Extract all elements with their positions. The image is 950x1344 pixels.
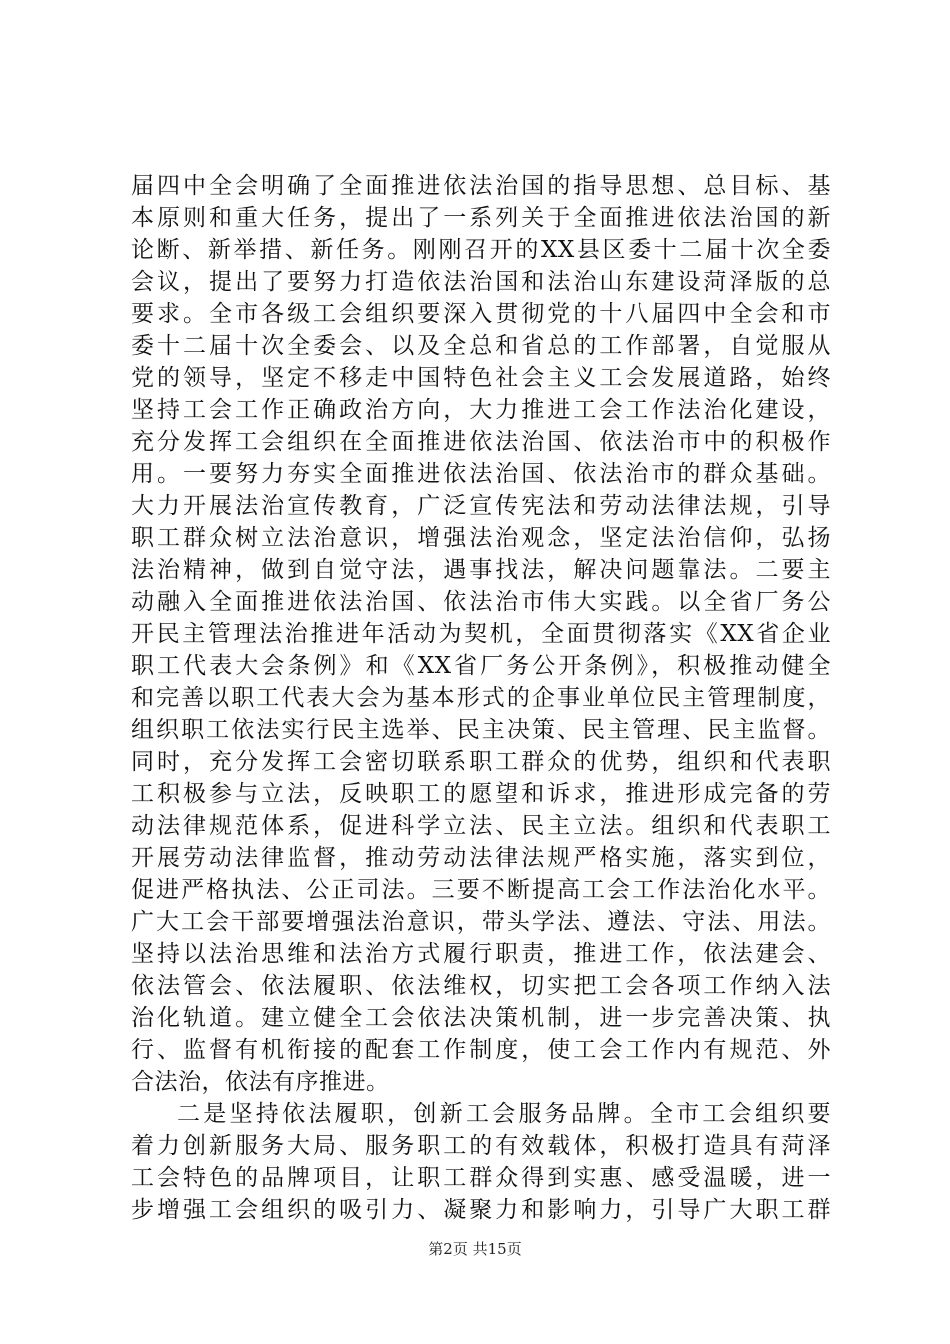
text-line: 工会特色的品牌项目，让职工群众得到实惠、感受温暖，进一	[131, 1165, 831, 1191]
text-line: 促进严格执法、公正司法。三要不断提高工会工作法治化水平。	[131, 877, 831, 903]
text-line: 和完善以职工代表大会为基本形式的企事业单位民主管理制度，	[131, 685, 831, 711]
text-line: 工积极参与立法，反映职工的愿望和诉求，推进形成完备的劳	[131, 781, 831, 807]
text-line: 充分发挥工会组织在全面推进依法治国、依法治市中的积极作	[131, 429, 831, 455]
text-line: 用。一要努力夯实全面推进依法治国、依法治市的群众基础。	[131, 461, 831, 487]
text-line: 组织职工依法实行民主选举、民主决策、民主管理、民主监督。	[131, 717, 831, 743]
text-line: 开展劳动法律监督，推动劳动法律法规严格实施，落实到位，	[131, 845, 831, 871]
text-line: 法治精神，做到自觉守法，遇事找法，解决问题靠法。二要主	[131, 557, 831, 583]
text-line: 治化轨道。建立健全工会依法决策机制，进一步完善决策、执	[131, 1005, 831, 1031]
text-line: 开民主管理法治推进年活动为契机，全面贯彻落实《XX省企业	[131, 621, 831, 647]
text-line: 本原则和重大任务，提出了一系列关于全面推进依法治国的新	[131, 205, 831, 231]
text-line: 二是坚持依法履职，创新工会服务品牌。全市工会组织要	[177, 1101, 831, 1127]
page-footer: 第2页 共15页	[428, 1240, 522, 1258]
text-line: 会议，提出了要努力打造依法治国和法治山东建设菏泽版的总	[131, 269, 831, 295]
text-line: 党的领导，坚定不移走中国特色社会主义工会发展道路，始终	[131, 365, 831, 391]
body-text	[131, 170, 831, 1226]
text-line: 委十二届十次全委会、以及全总和省总的工作部署，自觉服从	[131, 333, 831, 359]
text-line: 合法治，依法有序推进。	[131, 1069, 390, 1095]
text-line: 依法管会、依法履职、依法维权，切实把工会各项工作纳入法	[131, 973, 831, 999]
text-line: 同时，充分发挥工会密切联系职工群众的优势，组织和代表职	[131, 749, 831, 775]
text-line: 职工代表大会条例》和《XX省厂务公开条例》，积极推动健全	[131, 653, 831, 679]
text-line: 着力创新服务大局、服务职工的有效载体，积极打造具有菏泽	[131, 1133, 831, 1159]
text-line: 坚持工会工作正确政治方向，大力推进工会工作法治化建设，	[131, 397, 831, 423]
text-line: 论断、新举措、新任务。刚刚召开的XX县区委十二届十次全委	[131, 237, 831, 263]
text-line: 行、监督有机衔接的配套工作制度，使工会工作内有规范、外	[131, 1037, 831, 1063]
text-line: 要求。全市各级工会组织要深入贯彻党的十八届四中全会和市	[131, 301, 831, 327]
text-line: 广大工会干部要增强法治意识，带头学法、遵法、守法、用法。	[131, 909, 831, 935]
text-line: 届四中全会明确了全面推进依法治国的指导思想、总目标、基	[131, 173, 831, 199]
text-line: 坚持以法治思维和法治方式履行职责，推进工作，依法建会、	[131, 941, 831, 967]
text-line: 步增强工会组织的吸引力、凝聚力和影响力，引导广大职工群	[131, 1197, 831, 1223]
text-line: 大力开展法治宣传教育，广泛宣传宪法和劳动法律法规，引导	[131, 493, 831, 519]
text-line: 动融入全面推进依法治国、依法治市伟大实践。以全省厂务公	[131, 589, 831, 615]
text-line: 动法律规范体系，促进科学立法、民主立法。组织和代表职工	[131, 813, 831, 839]
text-line: 职工群众树立法治意识，增强法治观念，坚定法治信仰，弘扬	[131, 525, 831, 551]
